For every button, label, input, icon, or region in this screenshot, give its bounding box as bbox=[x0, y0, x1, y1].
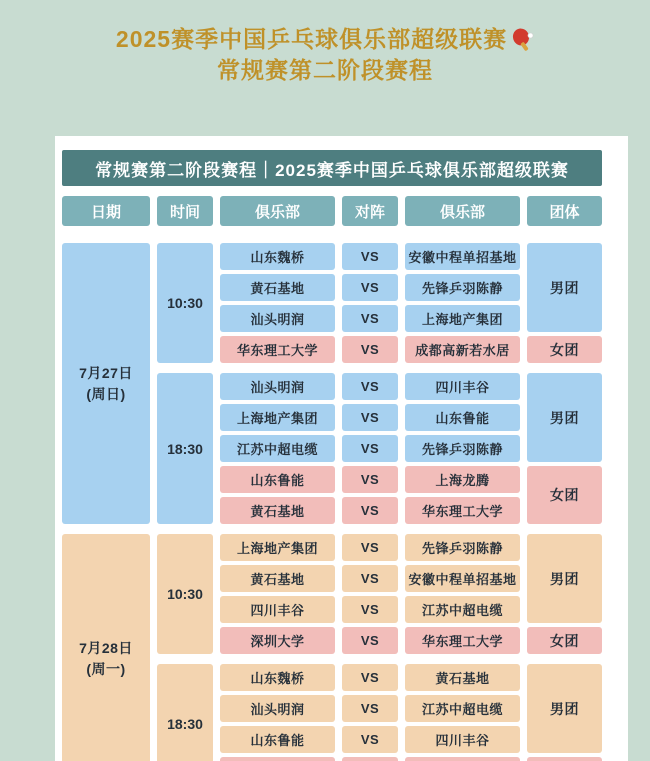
vs-cell: VS bbox=[342, 274, 398, 301]
vs-cell: VS bbox=[342, 534, 398, 561]
time-cell: 10:30 bbox=[157, 243, 213, 363]
vs-cell: VS bbox=[342, 243, 398, 270]
club-away-cell: 江苏中超电缆 bbox=[405, 596, 520, 623]
club-home-cell: 山东魏桥 bbox=[220, 243, 335, 270]
team-cell: 女团 bbox=[527, 466, 602, 524]
vs-cell: VS bbox=[342, 305, 398, 332]
club-home-cell: 黄石基地 bbox=[220, 565, 335, 592]
team-cell: 男团 bbox=[527, 373, 602, 462]
ping-pong-paddle-icon bbox=[510, 28, 534, 52]
club-away-cell: 华东理工大学 bbox=[405, 627, 520, 654]
club-home-cell: 上海地产集团 bbox=[220, 404, 335, 431]
club-home-cell: 上海地产集团 bbox=[220, 534, 335, 561]
team-cell: 男团 bbox=[527, 664, 602, 753]
club-away-cell bbox=[405, 757, 520, 761]
page-title-line2 bbox=[0, 55, 650, 86]
page-title-line2-text: 常规赛第二阶段赛程 bbox=[217, 57, 433, 83]
column-header-date: 日期 bbox=[62, 196, 150, 226]
column-header-club-away: 俱乐部 bbox=[405, 196, 520, 226]
vs-cell: VS bbox=[342, 664, 398, 691]
vs-cell: VS bbox=[342, 466, 398, 493]
column-header-versus: 对阵 bbox=[342, 196, 398, 226]
club-home-cell: 汕头明润 bbox=[220, 305, 335, 332]
club-home-cell: 黄石基地 bbox=[220, 497, 335, 524]
club-away-cell: 四川丰谷 bbox=[405, 726, 520, 753]
club-home-cell: 汕头明润 bbox=[220, 695, 335, 722]
time-cell: 10:30 bbox=[157, 534, 213, 654]
time-cell: 18:30 bbox=[157, 373, 213, 524]
club-home-cell: 华东理工大学 bbox=[220, 336, 335, 363]
club-away-cell: 先锋乒羽陈静 bbox=[405, 274, 520, 301]
club-home-cell: 深圳大学 bbox=[220, 627, 335, 654]
club-home-cell: 汕头明润 bbox=[220, 373, 335, 400]
team-cell bbox=[527, 757, 602, 761]
club-home-cell: 山东鲁能 bbox=[220, 466, 335, 493]
table-banner: 常规赛第二阶段赛程｜2025赛季中国乒乓球俱乐部超级联赛 bbox=[62, 150, 602, 186]
club-home-cell: 四川丰谷 bbox=[220, 596, 335, 623]
club-away-cell: 上海地产集团 bbox=[405, 305, 520, 332]
date-line1: 7月27日 bbox=[79, 364, 133, 381]
club-away-cell: 四川丰谷 bbox=[405, 373, 520, 400]
club-home-cell: 山东鲁能 bbox=[220, 726, 335, 753]
team-cell: 男团 bbox=[527, 243, 602, 332]
vs-cell: VS bbox=[342, 695, 398, 722]
date-line1: 7月28日 bbox=[79, 640, 133, 656]
club-away-cell: 黄石基地 bbox=[405, 664, 520, 691]
vs-cell: VS bbox=[342, 497, 398, 524]
club-away-cell: 先锋乒羽陈静 bbox=[405, 435, 520, 462]
club-away-cell: 安徽中程单招基地 bbox=[405, 565, 520, 592]
club-away-cell: 安徽中程单招基地 bbox=[405, 243, 520, 270]
club-away-cell: 山东鲁能 bbox=[405, 404, 520, 431]
date-cell bbox=[62, 243, 150, 524]
vs-cell bbox=[342, 757, 398, 761]
schedule-grid bbox=[62, 243, 602, 761]
vs-cell: VS bbox=[342, 726, 398, 753]
vs-cell: VS bbox=[342, 565, 398, 592]
team-cell: 女团 bbox=[527, 627, 602, 654]
column-header-time: 时间 bbox=[157, 196, 213, 226]
club-home-cell: 江苏中超电缆 bbox=[220, 435, 335, 462]
date-cell bbox=[62, 534, 150, 761]
column-header-team: 团体 bbox=[527, 196, 602, 226]
vs-cell: VS bbox=[342, 435, 398, 462]
time-cell: 18:30 bbox=[157, 664, 213, 761]
club-home-cell: 黄石基地 bbox=[220, 274, 335, 301]
column-header-club-home: 俱乐部 bbox=[220, 196, 335, 226]
schedule-card bbox=[55, 136, 628, 761]
club-home-cell: 山东魏桥 bbox=[220, 664, 335, 691]
vs-cell: VS bbox=[342, 336, 398, 363]
page-title-line1-text: 2025赛季中国乒乓球俱乐部超级联赛 bbox=[115, 26, 508, 52]
page-title bbox=[0, 24, 650, 86]
date-line2: (周日) bbox=[86, 385, 126, 402]
team-cell: 女团 bbox=[527, 336, 602, 363]
club-home-cell bbox=[220, 757, 335, 761]
club-away-cell: 先锋乒羽陈静 bbox=[405, 534, 520, 561]
club-away-cell: 江苏中超电缆 bbox=[405, 695, 520, 722]
column-header-row bbox=[62, 196, 602, 226]
vs-cell: VS bbox=[342, 596, 398, 623]
date-line2: (周一) bbox=[86, 661, 126, 677]
vs-cell: VS bbox=[342, 404, 398, 431]
club-away-cell: 华东理工大学 bbox=[405, 497, 520, 524]
club-away-cell: 成都高新若水居 bbox=[405, 336, 520, 363]
page-title-line1 bbox=[0, 24, 650, 55]
team-cell: 男团 bbox=[527, 534, 602, 623]
vs-cell: VS bbox=[342, 627, 398, 654]
vs-cell: VS bbox=[342, 373, 398, 400]
club-away-cell: 上海龙腾 bbox=[405, 466, 520, 493]
